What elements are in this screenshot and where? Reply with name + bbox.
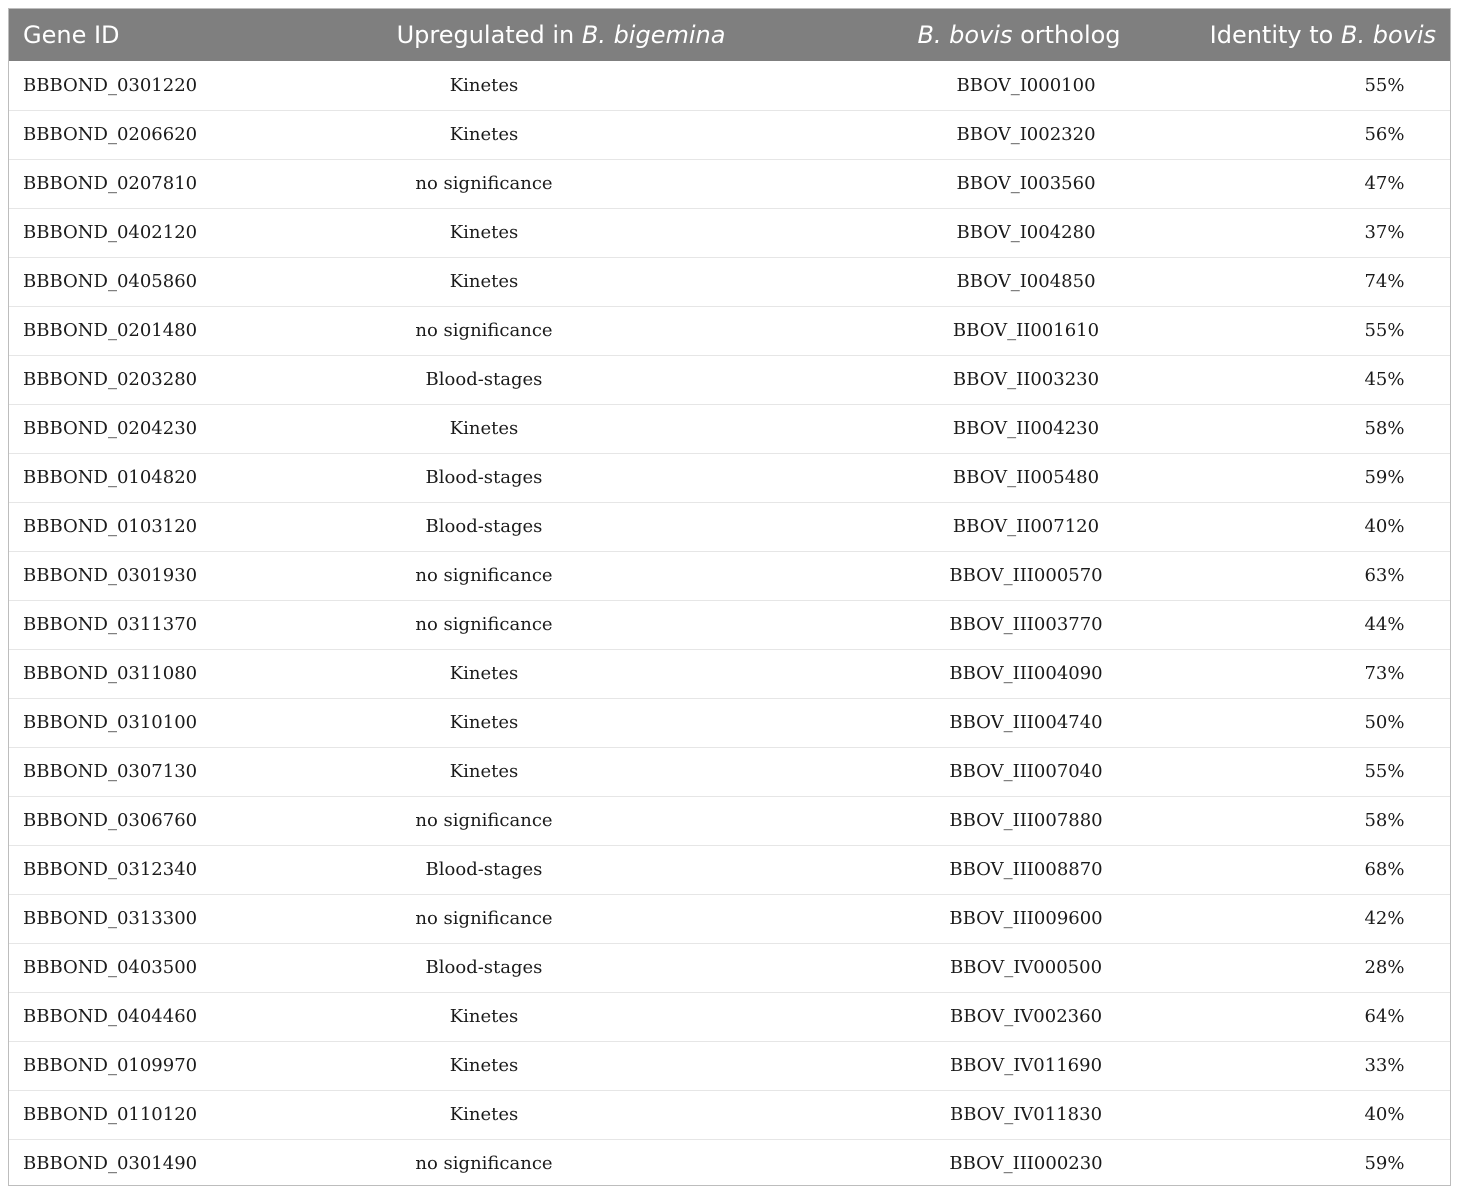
cell-upregulated: Blood-stages [425,859,543,880]
cell-ortholog: BBOV_II005480 [952,467,1100,488]
header-upregulated [277,9,845,61]
cell-gene-id: BBBOND_0313300 [23,908,198,929]
cell-identity: 45% [1364,369,1405,390]
cell-gene-id: BBBOND_0310100 [23,712,198,733]
cell-identity: 50% [1364,712,1405,733]
cell-upregulated: no significance [415,320,553,341]
header-ortholog-text: ortholog [1012,21,1121,49]
cell-gene-id: BBBOND_0203280 [23,369,198,390]
cell-gene-id: BBBOND_0103120 [23,516,198,537]
cell-gene-id: BBBOND_0104820 [23,467,198,488]
cell-identity: 74% [1364,271,1405,292]
cell-identity: 37% [1364,222,1405,243]
cell-identity: 47% [1364,173,1405,194]
header-row [9,9,1450,61]
cell-gene-id: BBBOND_0110120 [23,1104,198,1125]
cell-upregulated: Blood-stages [425,516,543,537]
cell-upregulated: Kinetes [449,1006,519,1027]
table-row [9,551,1450,600]
cell-ortholog: BBOV_I003560 [956,173,1096,194]
cell-ortholog: BBOV_IV000500 [949,957,1103,978]
cell-ortholog: BBOV_IV011830 [949,1104,1103,1125]
cell-ortholog: BBOV_II007120 [952,516,1100,537]
table-row [9,1041,1450,1090]
cell-ortholog: BBOV_III007880 [949,810,1103,831]
cell-ortholog: BBOV_I004280 [956,222,1096,243]
cell-upregulated: no significance [415,810,553,831]
cell-ortholog: BBOV_III008870 [949,859,1103,880]
table-row [9,159,1450,208]
cell-gene-id: BBBOND_0311080 [23,663,198,684]
table-row [9,747,1450,796]
cell-identity: 58% [1364,810,1405,831]
cell-identity: 63% [1364,565,1405,586]
cell-ortholog: BBOV_II003230 [952,369,1100,390]
table-frame [8,8,1451,1186]
cell-ortholog: BBOV_III000230 [949,1153,1103,1175]
cell-upregulated: Kinetes [449,222,519,243]
table-row [9,649,1450,698]
cell-identity: 44% [1364,614,1405,635]
table-row [9,1139,1450,1188]
cell-ortholog: BBOV_IV002360 [949,1006,1103,1027]
header-upregulated-text: Upregulated in [396,21,582,49]
cell-identity: 55% [1364,74,1405,96]
header-upregulated-species: B. bigemina [581,21,726,49]
cell-upregulated: Kinetes [449,761,519,782]
table-row [9,796,1450,845]
cell-identity: 64% [1364,1006,1405,1027]
cell-identity: 40% [1364,1104,1405,1125]
cell-upregulated: Kinetes [449,418,519,439]
cell-gene-id: BBBOND_0403500 [23,957,198,978]
table-header [9,9,1450,61]
cell-identity: 68% [1364,859,1405,880]
cell-gene-id: BBBOND_0301220 [23,74,198,96]
header-identity-species: B. bovis [1340,21,1436,49]
cell-identity: 58% [1364,418,1405,439]
cell-ortholog: BBOV_I002320 [956,124,1096,145]
cell-gene-id: BBBOND_0204230 [23,418,198,439]
cell-gene-id: BBBOND_0207810 [23,173,198,194]
cell-identity: 59% [1364,1153,1405,1175]
cell-gene-id: BBBOND_0201480 [23,320,198,341]
header-identity-text: Identity to [1209,21,1341,49]
cell-ortholog: BBOV_IV011690 [949,1055,1103,1076]
table-row [9,306,1450,355]
cell-gene-id: BBBOND_0301930 [23,565,198,586]
cell-ortholog: BBOV_III003770 [949,614,1103,635]
table-row [9,894,1450,943]
cell-gene-id: BBBOND_0307130 [23,761,198,782]
cell-identity: 55% [1364,320,1405,341]
table-row [9,61,1450,110]
cell-gene-id: BBBOND_0312340 [23,859,198,880]
cell-upregulated: Blood-stages [425,957,543,978]
cell-gene-id: BBBOND_0206620 [23,124,198,145]
cell-gene-id: BBBOND_0109970 [23,1055,198,1076]
cell-gene-id: BBBOND_0306760 [23,810,198,831]
cell-gene-id: BBBOND_0404460 [23,1006,198,1027]
cell-ortholog: BBOV_III000570 [949,565,1103,586]
cell-upregulated: Kinetes [449,74,519,96]
table-row [9,208,1450,257]
cell-upregulated: Blood-stages [425,369,543,390]
cell-upregulated: Blood-stages [425,467,543,488]
table-row [9,355,1450,404]
header-ortholog [845,9,1193,61]
table-row [9,110,1450,159]
header-gene-id-text: Gene ID [23,21,120,49]
table-row [9,1090,1450,1139]
cell-upregulated: Kinetes [449,712,519,733]
cell-upregulated: no significance [415,173,553,194]
table-row [9,453,1450,502]
cell-identity: 40% [1364,516,1405,537]
header-ortholog-species: B. bovis [917,21,1013,49]
table-row [9,992,1450,1041]
header-identity [1193,9,1450,61]
cell-ortholog: BBOV_I000100 [956,74,1096,96]
cell-identity: 73% [1364,663,1405,684]
cell-upregulated: Kinetes [449,1055,519,1076]
cell-upregulated: Kinetes [449,271,519,292]
cell-upregulated: Kinetes [449,124,519,145]
table-row [9,845,1450,894]
cell-ortholog: BBOV_III009600 [949,908,1103,929]
table-row [9,257,1450,306]
cell-upregulated: Kinetes [449,663,519,684]
cell-ortholog: BBOV_III004090 [949,663,1103,684]
table-row [9,943,1450,992]
cell-identity: 33% [1364,1055,1405,1076]
cell-gene-id: BBBOND_0405860 [23,271,198,292]
table-row [9,698,1450,747]
cell-ortholog: BBOV_III004740 [949,712,1103,733]
table-body [9,61,1450,1188]
cell-ortholog: BBOV_I004850 [956,271,1096,292]
cell-upregulated: no significance [415,908,553,929]
table-row [9,600,1450,649]
cell-upregulated: no significance [415,614,553,635]
cell-ortholog: BBOV_III007040 [949,761,1103,782]
cell-gene-id: BBBOND_0402120 [23,222,198,243]
table-row [9,502,1450,551]
cell-gene-id: BBBOND_0301490 [23,1153,198,1175]
table-row [9,404,1450,453]
cell-identity: 28% [1364,957,1405,978]
cell-upregulated: no significance [415,565,553,586]
cell-identity: 56% [1364,124,1405,145]
cell-ortholog: BBOV_II001610 [952,320,1100,341]
cell-identity: 59% [1364,467,1405,488]
cell-identity: 42% [1364,908,1405,929]
cell-upregulated: no significance [415,1153,553,1175]
cell-identity: 55% [1364,761,1405,782]
header-gene-id [9,9,277,61]
cell-ortholog: BBOV_II004230 [952,418,1100,439]
gene-table [9,9,1450,1188]
cell-gene-id: BBBOND_0311370 [23,614,198,635]
cell-upregulated: Kinetes [449,1104,519,1125]
